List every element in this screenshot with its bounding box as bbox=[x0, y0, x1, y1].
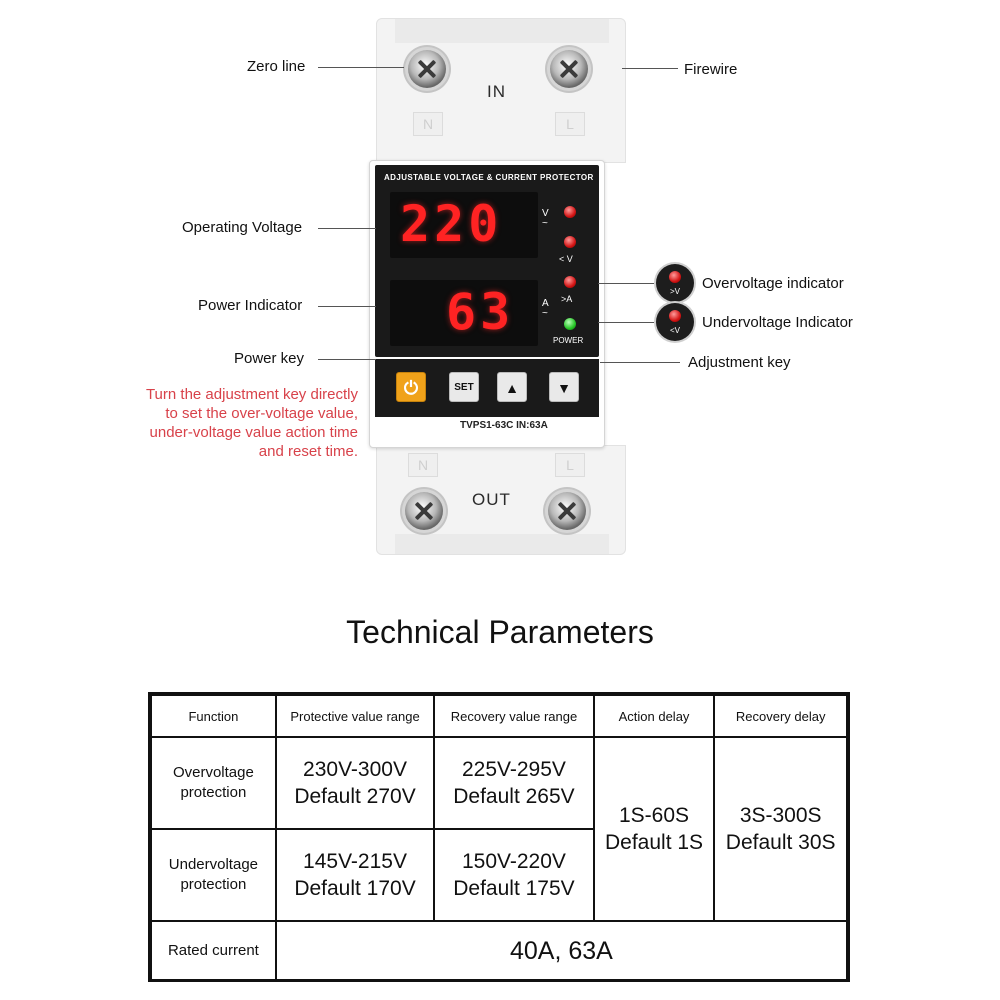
out-label: OUT bbox=[472, 490, 511, 509]
header-recovery-delay: Recovery delay bbox=[714, 695, 847, 737]
leader-adjustment-key bbox=[600, 362, 680, 363]
power-led-label: POWER bbox=[553, 336, 584, 345]
rated-label-cell: Rated current bbox=[151, 921, 276, 981]
leader-overvoltage bbox=[598, 283, 654, 284]
protective-cell: 230V-300V Default 270V bbox=[276, 737, 434, 829]
table-header-row bbox=[151, 695, 847, 737]
undervoltage-mini-label: <V bbox=[669, 326, 680, 335]
din-rail-bottom bbox=[395, 534, 609, 554]
table-row-rated bbox=[151, 921, 847, 981]
terminal-screw-out-l[interactable] bbox=[548, 492, 586, 530]
note-line: Turn the adjustment key directly bbox=[145, 386, 358, 403]
slot-out-n: N bbox=[408, 453, 438, 477]
recovery-delay-cell: 3S-300S Default 30S bbox=[714, 737, 847, 921]
header-function: Function bbox=[151, 695, 276, 737]
power-key[interactable]: ⏻ bbox=[396, 372, 426, 402]
down-key[interactable]: ▼ bbox=[549, 372, 579, 402]
current-unit: A bbox=[542, 298, 549, 309]
callout-operating-voltage: Operating Voltage bbox=[182, 219, 303, 236]
function-cell: Undervoltage protection bbox=[151, 829, 276, 921]
terminal-screw-in-n[interactable] bbox=[408, 50, 446, 88]
leader-power-indicator bbox=[318, 306, 376, 307]
action-delay-cell: 1S-60S Default 1S bbox=[594, 737, 715, 921]
current-display: 63 bbox=[446, 283, 515, 341]
note-line: under-voltage value action time bbox=[149, 424, 358, 441]
header-protective: Protective value range bbox=[276, 695, 434, 737]
overcurrent-led-label: >A bbox=[561, 294, 573, 304]
callout-power-key: Power key bbox=[234, 350, 305, 367]
callout-adjustment-key: Adjustment key bbox=[688, 354, 791, 371]
callout-undervoltage-indicator: Undervoltage Indicator bbox=[702, 314, 853, 331]
leader-undervoltage bbox=[598, 322, 654, 323]
callout-zero-line: Zero line bbox=[247, 58, 306, 75]
din-rail-top bbox=[395, 19, 609, 43]
undervoltage-mini-led bbox=[669, 310, 681, 322]
undervoltage-led bbox=[564, 236, 576, 248]
rated-value-cell: 40A, 63A bbox=[276, 921, 847, 981]
note-line: and reset time. bbox=[258, 443, 358, 460]
terminal-screw-in-l[interactable] bbox=[550, 50, 588, 88]
header-action-delay: Action delay bbox=[594, 695, 715, 737]
terminal-screw-out-n[interactable] bbox=[405, 492, 443, 530]
overvoltage-mini-led bbox=[669, 271, 681, 283]
slot-in-l: L bbox=[555, 112, 585, 136]
table-row bbox=[151, 737, 847, 829]
undervoltage-led-label: < V bbox=[559, 254, 573, 264]
callout-firewire: Firewire bbox=[684, 61, 738, 78]
voltage-unit: V bbox=[542, 208, 549, 219]
voltage-display: 220 bbox=[400, 195, 503, 253]
leader-power-key bbox=[318, 359, 376, 360]
up-key[interactable]: ▲ bbox=[497, 372, 527, 402]
overvoltage-mini-label: >V bbox=[669, 287, 680, 296]
slot-in-n: N bbox=[413, 112, 443, 136]
power-led bbox=[564, 318, 576, 330]
header-recovery: Recovery value range bbox=[434, 695, 593, 737]
model-label: TVPS1-63C IN:63A bbox=[460, 420, 548, 431]
protective-cell: 145V-215V Default 170V bbox=[276, 829, 434, 921]
in-label: IN bbox=[487, 82, 506, 101]
undervoltage-indicator-icon bbox=[656, 303, 694, 341]
note-line: to set the over-voltage value, bbox=[165, 405, 358, 422]
panel-title: ADJUSTABLE VOLTAGE & CURRENT PROTECTOR bbox=[384, 173, 594, 182]
slot-out-l: L bbox=[555, 453, 585, 477]
callout-overvoltage-indicator: Overvoltage indicator bbox=[702, 275, 844, 292]
overvoltage-led bbox=[564, 206, 576, 218]
function-cell: Overvoltage protection bbox=[151, 737, 276, 829]
recovery-cell: 225V-295V Default 265V bbox=[434, 737, 593, 829]
callout-power-indicator: Power Indicator bbox=[198, 297, 303, 314]
leader-firewire bbox=[622, 68, 678, 69]
adjustment-note bbox=[96, 385, 358, 461]
ac-symbol-a: ~ bbox=[542, 308, 548, 319]
ac-symbol-v: ~ bbox=[542, 218, 548, 229]
leader-zero-line bbox=[318, 67, 404, 68]
recovery-cell: 150V-220V Default 175V bbox=[434, 829, 593, 921]
leader-operating-voltage bbox=[318, 228, 376, 229]
parameters-table bbox=[150, 694, 848, 982]
overvoltage-indicator-icon bbox=[656, 264, 694, 302]
table-title: Technical Parameters bbox=[346, 614, 654, 650]
overcurrent-led bbox=[564, 276, 576, 288]
set-key[interactable]: SET bbox=[449, 372, 479, 402]
